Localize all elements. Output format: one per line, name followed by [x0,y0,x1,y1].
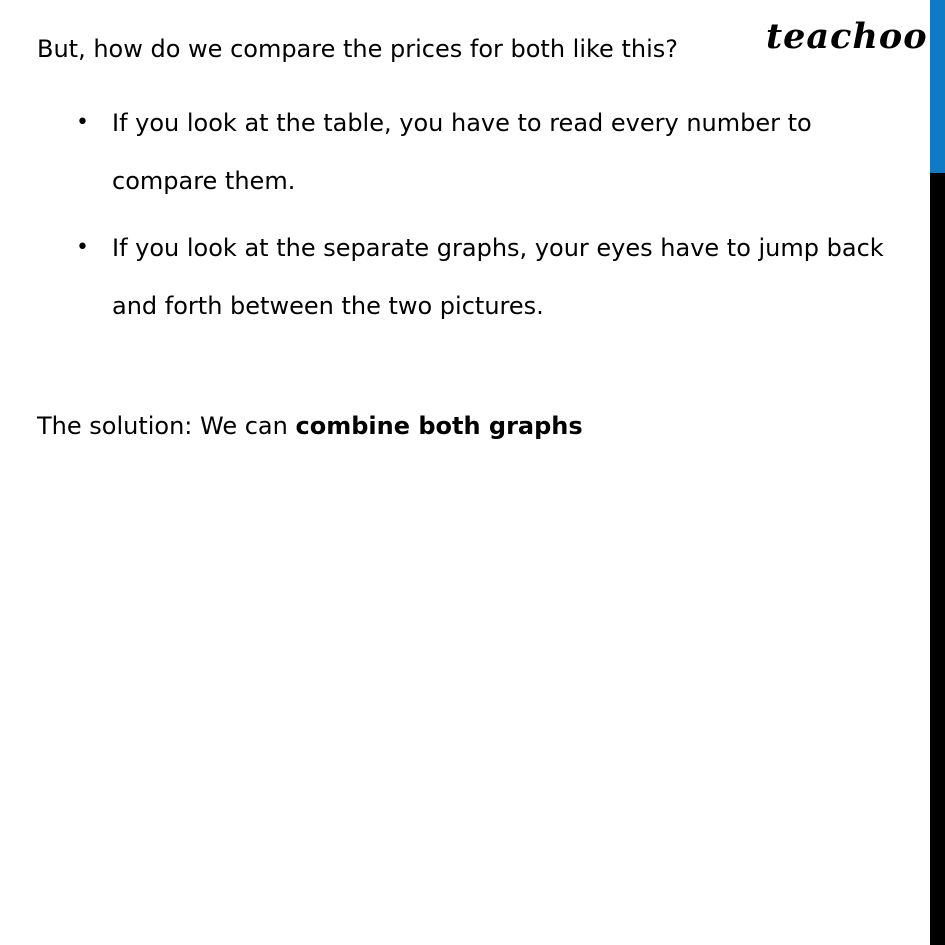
side-bar-accent [930,0,945,173]
intro-question: But, how do we compare the prices for both like this? [37,35,678,63]
bullet-item-graphs [76,219,902,335]
solution-emphasis: combine both graphs [295,412,583,440]
bullet-text-table: If you look at the table, you have to read every number to compare them. [112,109,812,195]
teachoo-logo: teachoo [766,16,928,57]
bullet-dot-icon: • [76,235,89,260]
bullet-list [76,94,902,335]
solution-prefix: The solution: We can [37,412,296,440]
solution-statement [37,408,583,444]
bullet-item-table [76,94,902,210]
bullet-text-graphs: If you look at the separate graphs, your eyes have to jump back and forth between the two pictures. [112,234,884,320]
bullet-dot-icon: • [76,110,89,135]
side-bar-dark [930,173,945,945]
side-bar [930,0,945,945]
